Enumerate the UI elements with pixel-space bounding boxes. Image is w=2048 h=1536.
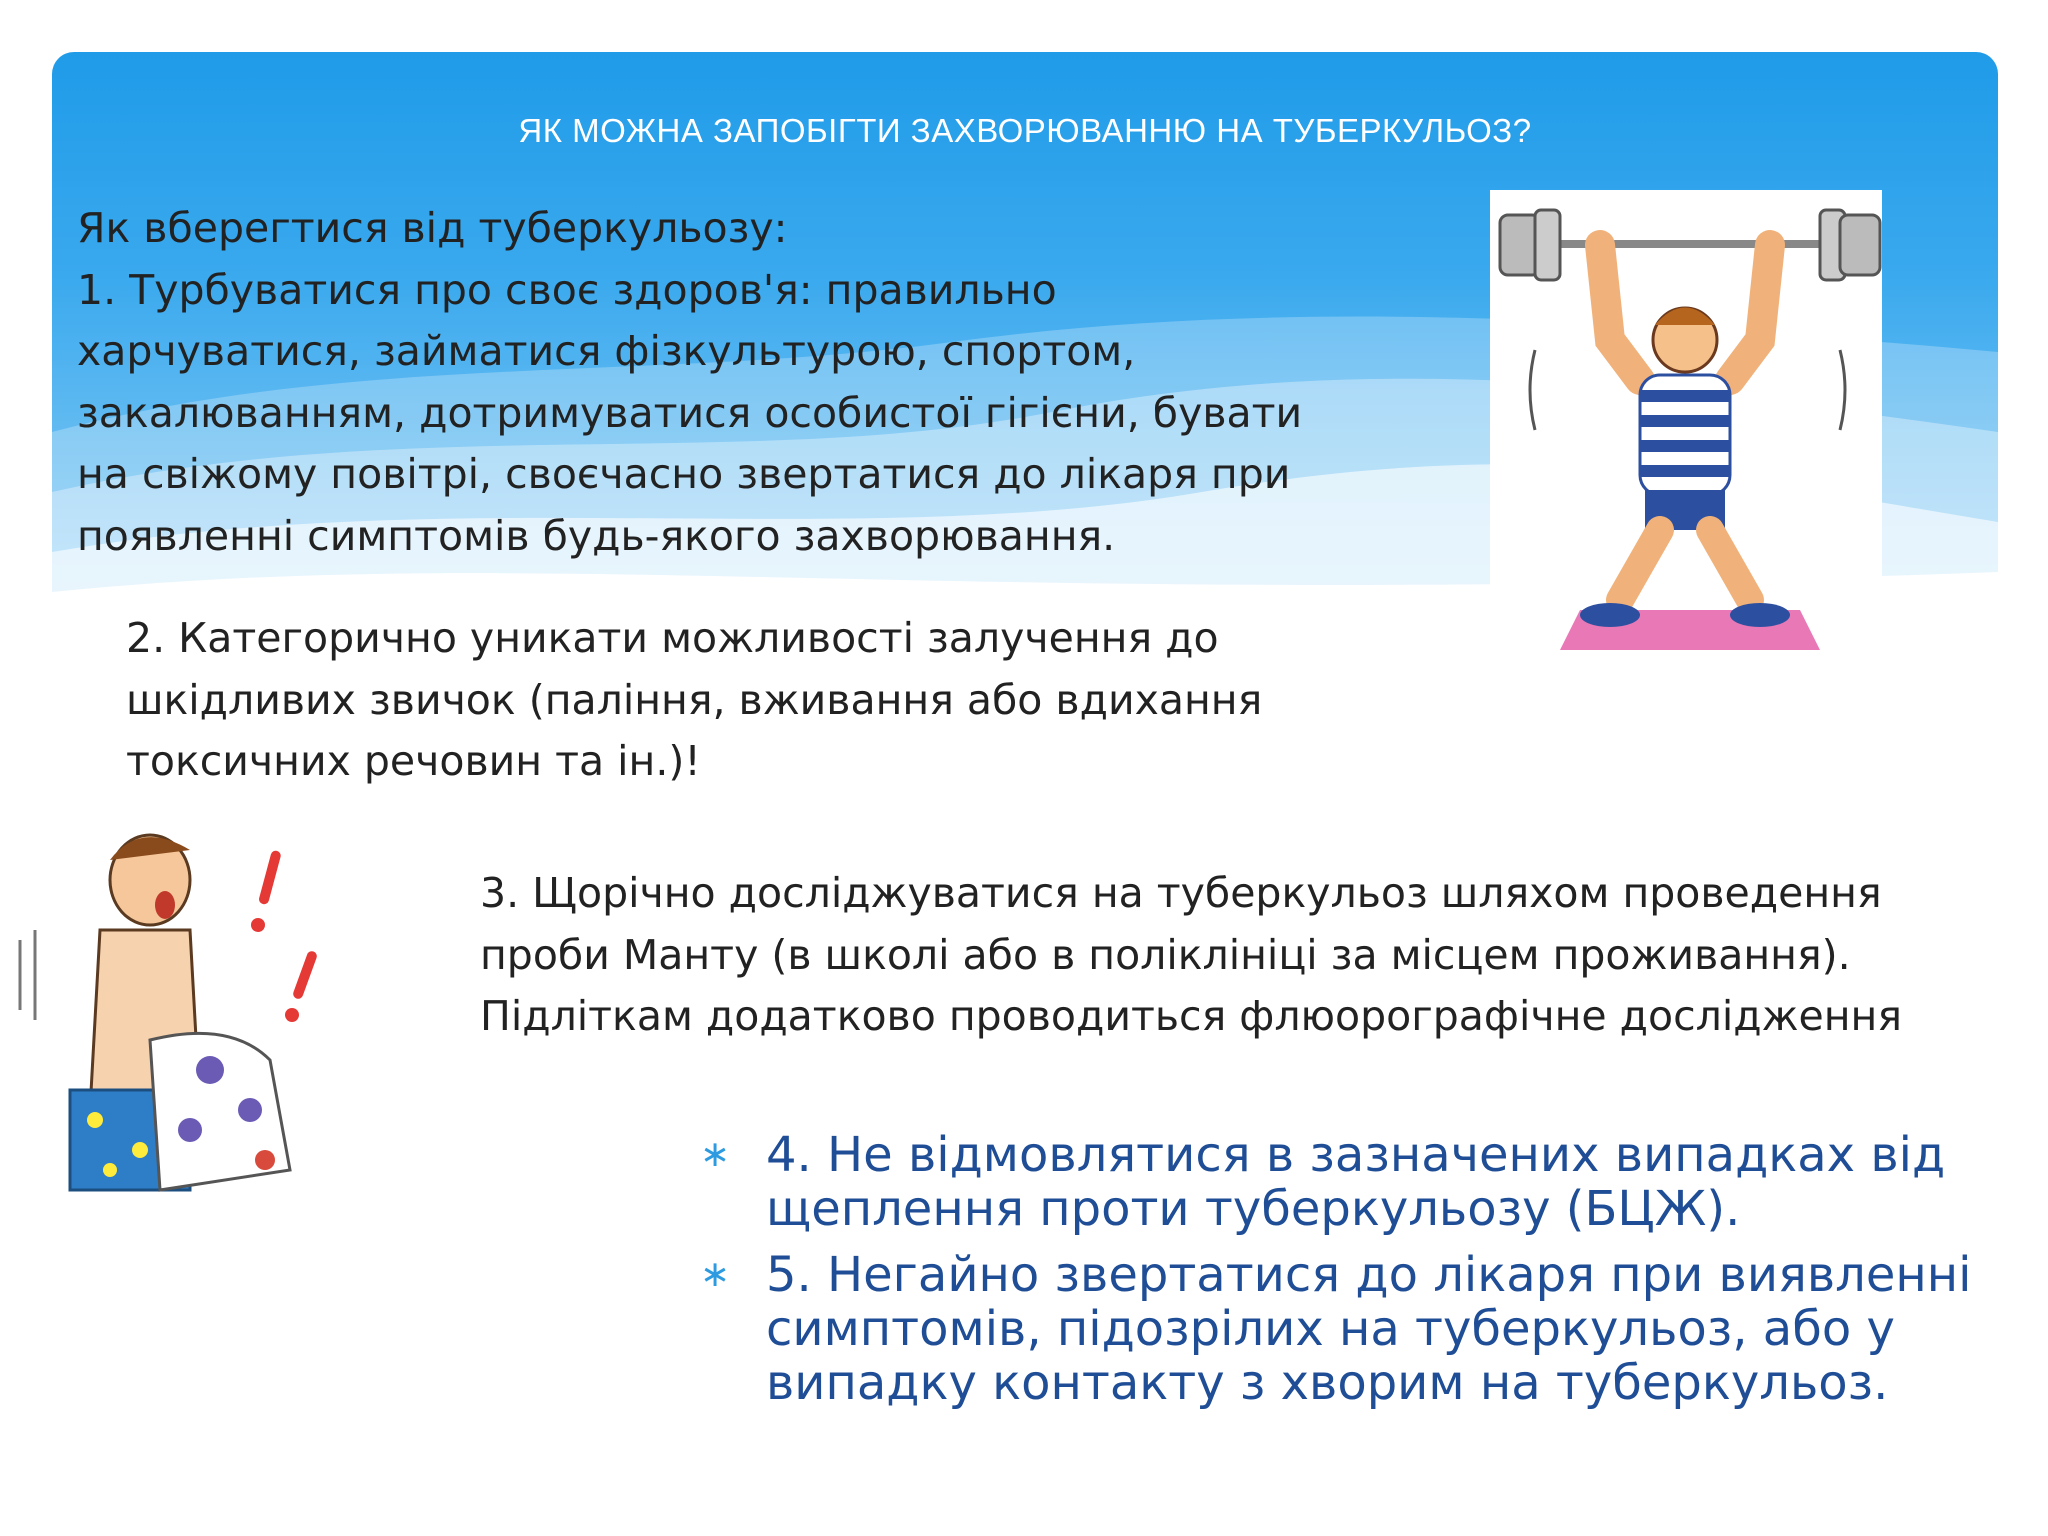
text-line: появленні симптомів будь-якого захворювання.	[77, 511, 1116, 560]
sick-man-illustration	[0, 810, 330, 1260]
paragraph-2	[126, 608, 1262, 793]
text-line: шкідливих звичок (паління, вживання або вдихання	[126, 675, 1263, 724]
text-line: 2. Категорично уникати можливості залучення до	[126, 614, 1219, 662]
text-line: харчуватися, займатися фізкультурою, спортом,	[77, 327, 1136, 375]
bullet-line: симптомів, підозрілих на туберкульоз, або у	[766, 1301, 1895, 1357]
asterisk-bullet-icon: ∗	[700, 1134, 731, 1175]
bullet-list	[700, 1128, 2000, 1422]
text-line: 3. Щорічно досліджуватися на туберкульоз шляхом проведення	[480, 869, 1882, 917]
asterisk-bullet-icon: ∗	[700, 1254, 731, 1295]
bullet-line: 4. Не відмовлятися в зазначених випадках від	[766, 1127, 1946, 1183]
paragraph-1	[77, 198, 1302, 567]
text-line: проби Манту (в школі або в поліклініці за місцем проживання).	[480, 930, 1851, 979]
text-line: закалюванням, дотримуватися особистої гігієни, бувати	[77, 388, 1303, 437]
bullet-item	[700, 1128, 2000, 1236]
bullet-line: щеплення проти туберкульозу (БЦЖ).	[766, 1181, 1741, 1237]
text-line: токсичних речовин та ін.)!	[126, 737, 701, 785]
text-line: на свіжому повітрі, своєчасно звертатися до лікаря при	[77, 450, 1291, 498]
text-line: 1. Турбуватися про своє здоров'я: правильно	[77, 265, 1057, 314]
text-line: Підліткам додатково проводиться флюорографічне дослідження	[480, 992, 1903, 1040]
text-line: Як вберегтися від туберкульозу:	[77, 204, 788, 252]
weightlifter-illustration	[1490, 190, 1882, 680]
bullet-line: 5. Негайно звертатися до лікаря при виявленні	[766, 1247, 1972, 1303]
bullet-item	[700, 1248, 2000, 1410]
paragraph-3	[480, 863, 1902, 1048]
bullet-line: випадку контакту з хворим на туберкульоз.	[766, 1355, 1889, 1411]
slide-title: ЯК МОЖНА ЗАПОБІГТИ ЗАХВОРЮВАННЮ НА ТУБЕРКУЛЬОЗ?	[518, 112, 1532, 149]
